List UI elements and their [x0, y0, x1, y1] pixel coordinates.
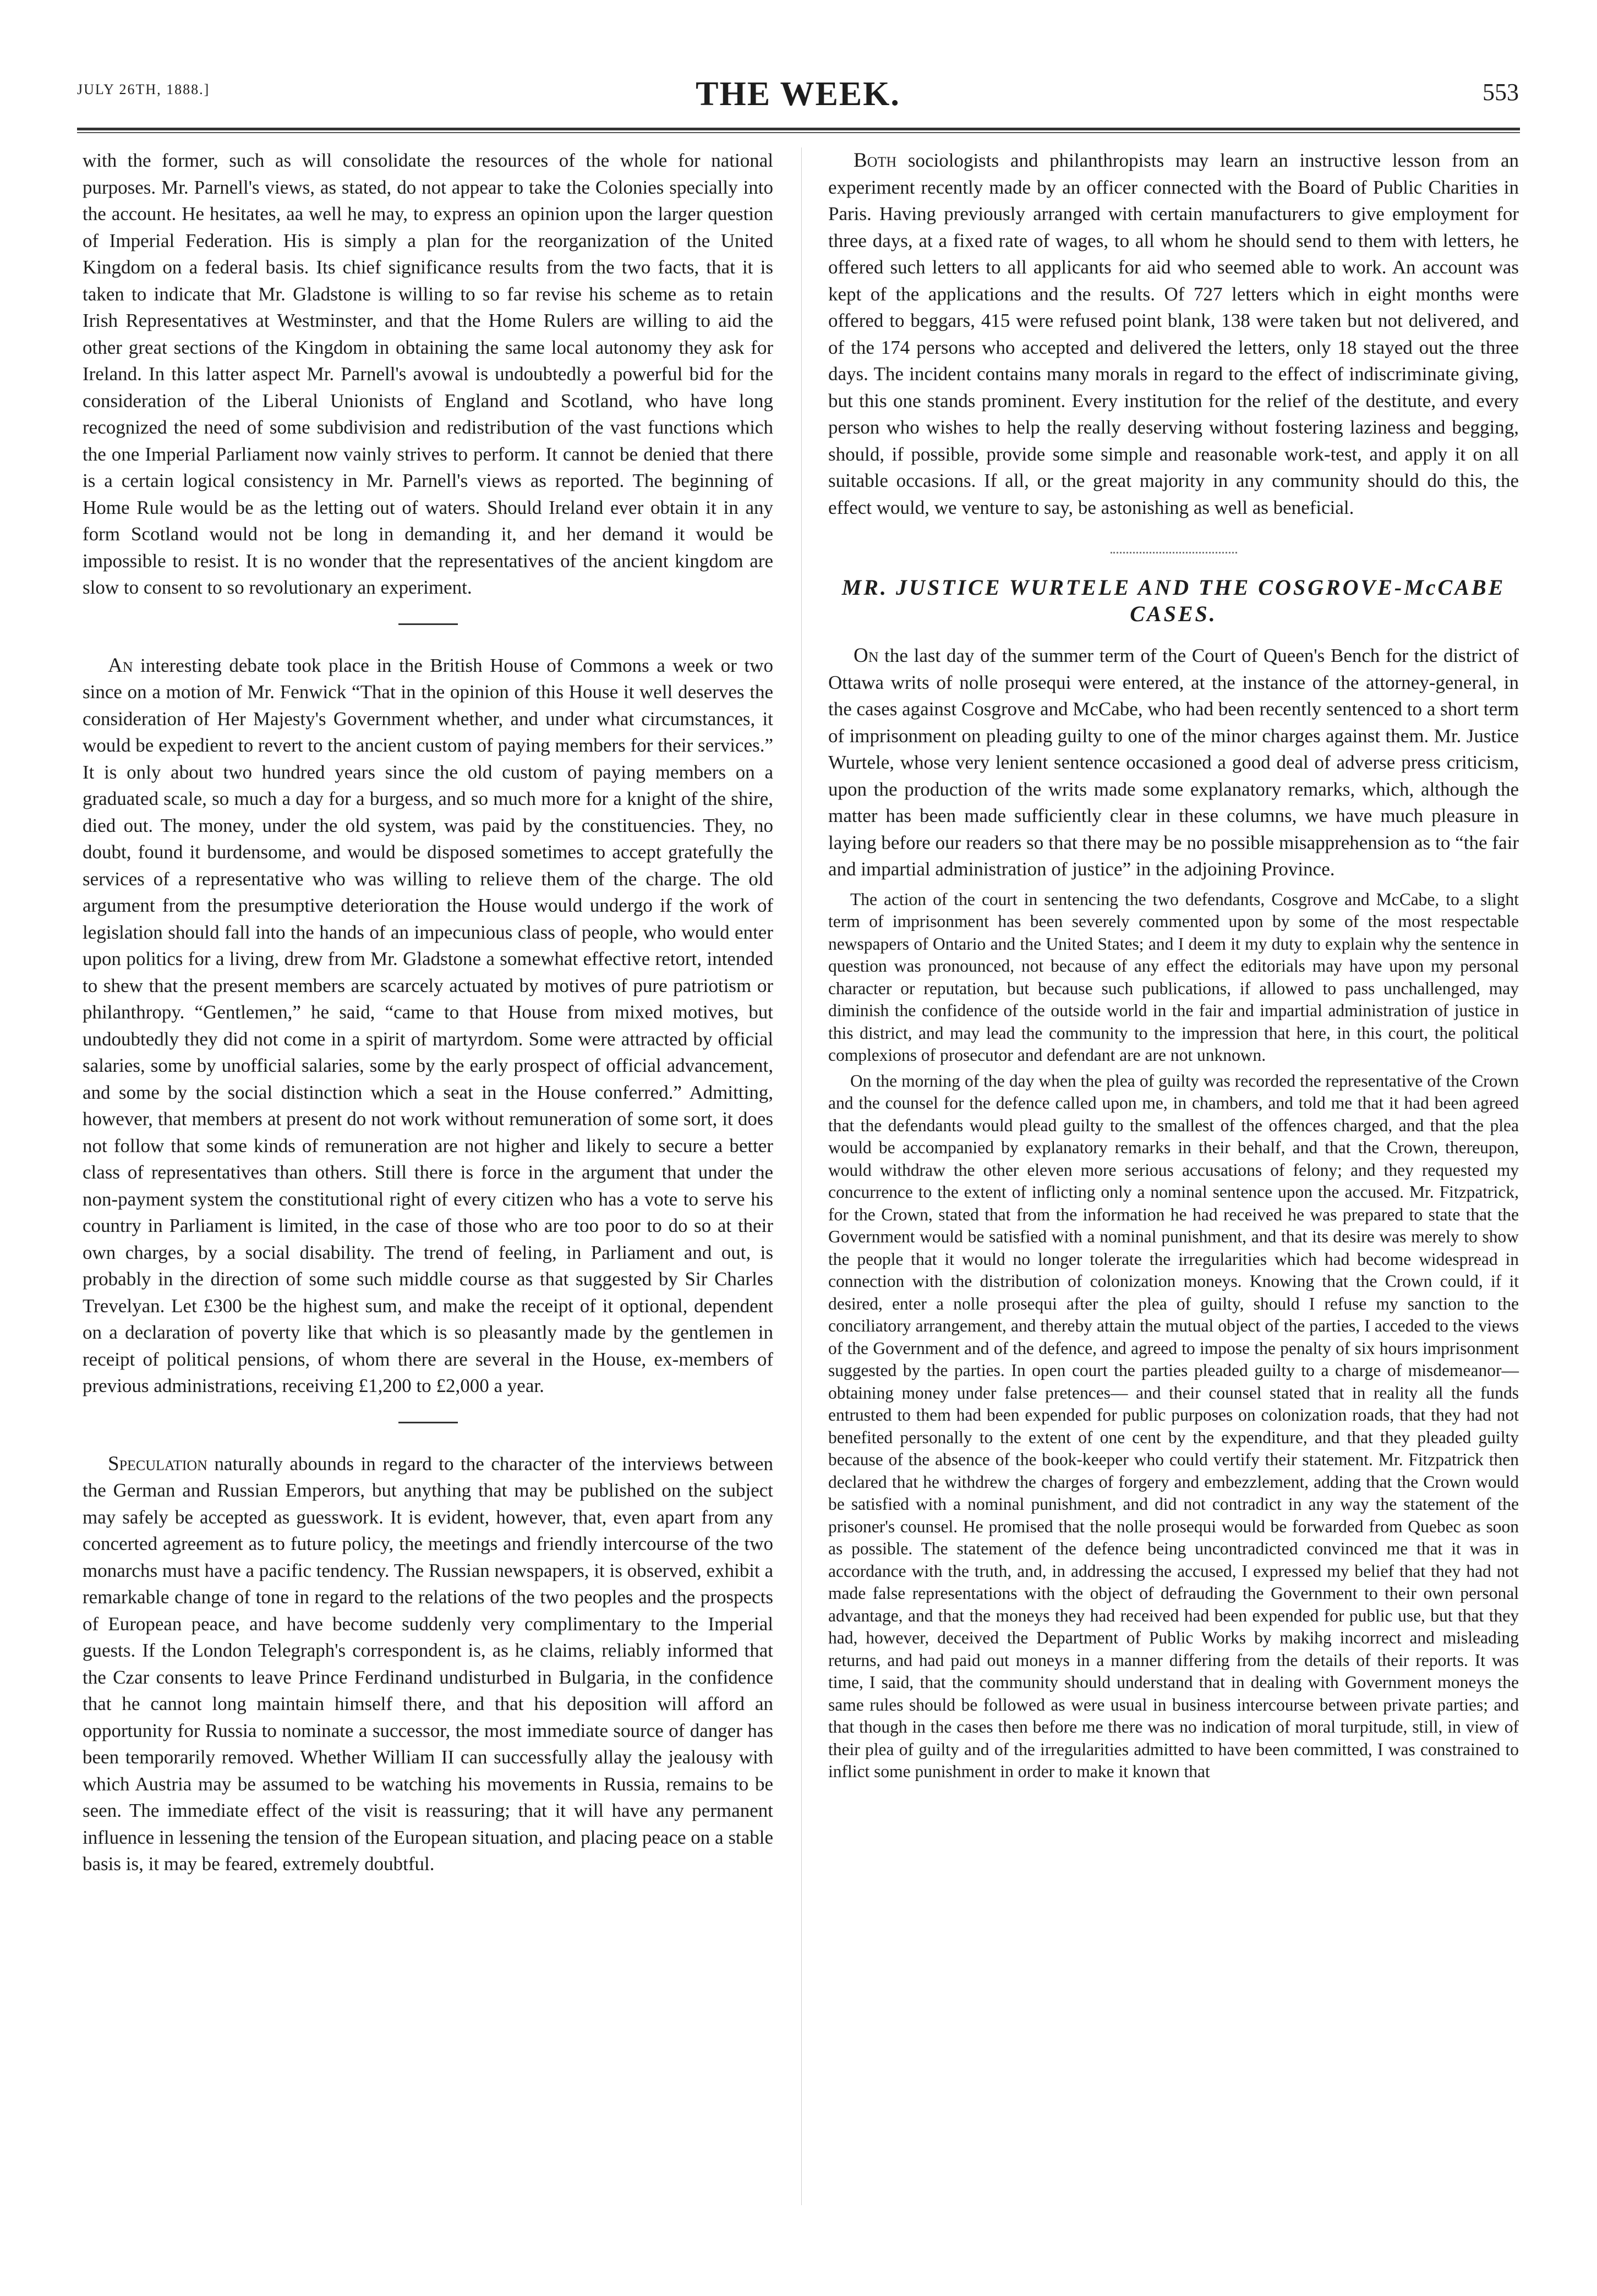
lead-word: Both — [854, 149, 897, 172]
section-divider — [1111, 552, 1237, 554]
right-column — [828, 147, 1519, 1783]
paragraph-body: interesting debate took place in the British House of Commons a week or two since on a motion of Mr. Fenwick “That in the opinion of this House it well deserves the consideration of Her Majesty's Government whether, and under what circumstances, it would be expedient to revert to the ancient custom of paying members for their services.” It is only about two hundred years since the old custom of paying members on a graduated scale, so much a day for a burgess, and so much more for a knight of the shire, died out. The money, under the old system, was paid by the constituencies. They, no doubt, found it burdensome, and would be disposed sometimes to accept gratefully the services of a representative who was willing to relieve them of the charge. The old argument from the presumptive deterioration the House would undergo if the work of legislation should fall into the hands of an impecunious class of people, who would enter upon politics for a living, drew from Mr. Gladstone a somewhat effective retort, intended to shew that the present members are scarcely actuated by motives of pure patriotism or philanthropy. “Gentlemen,” he said, “came to that House from mixed motives, but undoubtedly they did not come in a spirit of martyrdom. Some were attracted by official salaries, some by unofficial salaries, some by the early prospect of official advancement, and some by the social distinction which a seat in the House conferred.” Admitting, however, that members at present do not work without remuneration of some sort, it does not follow that some kinds of remuneration are not higher and likely to secure a better class of representatives than others. Still there is force in the argument that under the non-payment system the constitutional right of every citizen who has a vote to serve his country in Parliament is limited, in the case of those who are too poor to do so at their own charges, by a social disability. The trend of feeling, in Parliament and out, is probably in the direction of some such middle course as that suggested by Sir Charles Trevelyan. Let £300 be the highest sum, and make the receipt of it optional, dependent on a declaration of poverty like that which is so pleasantly made by the gentlemen in receipt of political pensions, of whom there are several in the House, ex-members of previous administrations, receiving £1,200 to £2,000 a year. — [83, 654, 773, 1396]
left-column — [83, 147, 773, 1878]
header-rule — [77, 128, 1520, 133]
section-divider — [398, 623, 458, 625]
judge-remarks — [828, 889, 1519, 1783]
paragraph-remarks-1: The action of the court in sentencing the two defendants, Cosgrove and McCabe, to a slight term of imprisonment has been severely commented upon by some of the most respectable newspapers of Ontario and the United States; and I deem it my duty to explain why the sentence in question was pronounced, not because of any effect the editorials may have upon my personal character or reputation, but because such publications, if allowed to pass unchallenged, may diminish the confidence of the outside world in the fair and impartial administration of justice in this district, and may lead the community to the impression that here, in this court, the political complexions of prosecutor and defendant are are not unknown. — [828, 889, 1519, 1065]
page-header — [77, 77, 1519, 127]
paragraph-body: the last day of the summer term of the Court of Queen's Bench for the district of Ottawa writs of nolle prosequi were entered, at the instance of the attorney-general, in the cases against Cosgrove and McCabe, who had been recently sentenced to a short term of imprisonment on pleading guilty to one of the minor charges against them. Mr. Justice Wurtele, whose very lenient sentence occasioned a good deal of adverse press criticism, upon the production of the writs made some explanatory remarks, which, although the matter has been made sufficiently clear in these columns, we have much pleasure in laying before our readers so that there may be no possible misapprehension as to “the fair and impartial administration of justice” in the adjoining Province. — [828, 645, 1519, 880]
lead-word: On — [854, 644, 879, 667]
paragraph-remarks-2: On the morning of the day when the plea of guilty was recorded the representative of the Crown and the counsel for the defence called upon me, in chambers, and told me that it had been agreed that the defendants would plead guilty to the smallest of the offences charged, and that the plea would be accompanied by explanatory remarks in their behalf, and that the Crown, thereupon, would withdraw the other eleven more serious accusations of felony; and they requested my concurrence to the extent of inflicting only a nominal sentence upon the accused. Mr. Fitzpatrick, for the Crown, stated that from the information he had received he was prepared to state that the Government would be satisfied with a nominal punishment, and that its desire was merely to show the people that it would no longer tolerate the irregularities which had become widespread in connection with the distribution of colonization moneys. Knowing that the Crown could, if it desired, enter a nolle prosequi after the plea of guilty, should I refuse my sanction to the conciliatory arrangement, and thereby attain the mutual object of the parties, I acceded to the views of the Government and of the defence, and agreed to impose the penalty of six hours imprisonment suggested by the parties. In open court the parties pleaded guilty to a charge of misdemeanor—obtaining money under false pretences— and their counsel stated that in reality all the funds entrusted to them had been expended for public purposes on colonization roads, that they had not benefited personally to the extent of one cent by the expenditure, and that they pleaded guilty because of the absence of the book-keeper who could vertify their statement. Mr. Fitzpatrick then declared that he withdrew the charges of forgery and embezzlement, adding that the Crown would be satisfied with a nominal punishment, and did not contradict in any way the statement of the prisoner's counsel. He promised that the nolle prosequi would be forwarded from Quebec as soon as possible. The statement of the defence being uncontradicted convinced me that it was in accordance with the truth, and, in addressing the accused, I expressed my belief that they had not made false representations with the object of defrauding the Government to their own personal advantage, and that the moneys they had received had been expended for public use, but that they had, however, deceived the Department of Public Works by makihg incorrect and misleading returns, and had paid out moneys in a manner differing from the details of their reports. It was time, I said, that the community should understand that in dealing with Government moneys the same rules should be followed as were usual in business intercourse between private parties; and that though in the cases then before me there was no indication of moral turpitude, still, in view of their plea of guilty and of the irregularities admitted to have been committed, I was constrained to inflict some punishment in order to make it known that — [828, 1071, 1519, 1781]
paragraph-paying-members — [83, 653, 773, 1400]
column-gutter — [801, 147, 802, 2205]
lead-word: An — [108, 654, 133, 677]
issue-date: JULY 26TH, 1888.] — [77, 81, 210, 97]
paragraph-article-intro — [828, 643, 1519, 883]
lead-word: Speculation — [108, 1452, 207, 1475]
paragraph-body: naturally abounds in regard to the character of the interviews between the German and Russian Emperors, but anything that may be published on the subject may safely be accepted as guesswork. It is evident, however, that, even apart from any concerted agreement as to future policy, the meetings and friendly intercourse of the two monarchs must have a pacific tendency. The Russian newspapers, it is observed, exhibit a remarkable change of tone in regard to the relations of the two peoples and the prospects of European peace, and have become suddenly very complimentary to the Imperial guests. If the London Telegraph's correspondent is, as he claims, reliably informed that the Czar consents to leave Prince Ferdinand undisturbed in Bulgaria, in the confidence that he cannot long maintain himself there, and that his deposition will afford an opportunity for Russia to nominate a successor, the most immediate source of danger has been temporarily removed. Whether William II can successfully allay the jealousy with which Austria may be assumed to be watching his movements in Russia, remains to be seen. The immediate effect of the visit is reassuring; that it will have any permanent influence in lessening the tension of the European situation, and placing peace on a stable basis is, it may be feared, extremely doubtful. — [83, 1453, 773, 1875]
paragraph-body: sociologists and philanthropists may learn an instructive lesson from an experiment recently made by an officer connected with the Board of Public Charities in Paris. Having previously arranged with certain manufacturers to give employment for three days, at a fixed rate of wages, to all whom he should send to them with letters, he offered such letters to all applicants for aid who seemed able to work. An account was kept of the applications and the results. Of 727 letters which in eight months were offered to beggars, 415 were refused point blank, 138 were taken but not delivered, and of the 174 persons who accepted and delivered the letters, only 18 stayed out the three days. The incident contains many morals in regard to the effect of indiscriminate giving, but this one stands prominent. Every institution for the relief of the destitute, and every person who wishes to help the really deserving without fostering laziness and begging, should, if possible, provide some simple and reasonable work-test, and apply it on all suitable occasions. If all, or the great majority in any community should do this, the effect would, we venture to say, be astonishing as well as beneficial. — [828, 150, 1519, 518]
section-divider — [398, 1422, 458, 1423]
paragraph-federation: with the former, such as will consolidate the resources of the whole for national purposes. Mr. Parnell's views, as stated, do not appear to take the Colonies specially into the account. He hesitates, aa well he may, to express an opinion upon the larger question of Imperial Federation. His is simply a plan for the reorganization of the United Kingdom on a federal basis. Its chief significance results from the two facts, that it is taken to indicate that Mr. Gladstone is willing to so far revise his scheme as to retain Irish Representatives at Westminster, and that the Home Rulers are willing to aid the other great sections of the Kingdom in obtaining the same local autonomy they ask for Ireland. In this latter aspect Mr. Parnell's avowal is undoubtedly a powerful bid for the consideration of the Liberal Unionists of England and Scotland, who have long recognized the need of some subdivision and redistribution of the vast functions which the one Imperial Parliament now vainly strives to perform. It cannot be denied that there is a certain logical consistency in Mr. Parnell's views as reported. The beginning of Home Rule would be as the letting out of waters. Should Ireland ever obtain it in any form Scotland would not be long in demanding it, and her demand it would be impossible to resist. It is no wonder that the representatives of the ancient kingdom are slow to consent to so revolutionary an experiment. — [83, 150, 773, 598]
paragraph-emperors — [83, 1451, 773, 1878]
page-number: 553 — [1483, 79, 1519, 106]
paragraph-charities — [828, 147, 1519, 521]
masthead-title: THE WEEK. — [696, 75, 900, 113]
article-title: MR. JUSTICE WURTELE AND THE COSGROVE-McCABE CASES. — [841, 575, 1506, 626]
